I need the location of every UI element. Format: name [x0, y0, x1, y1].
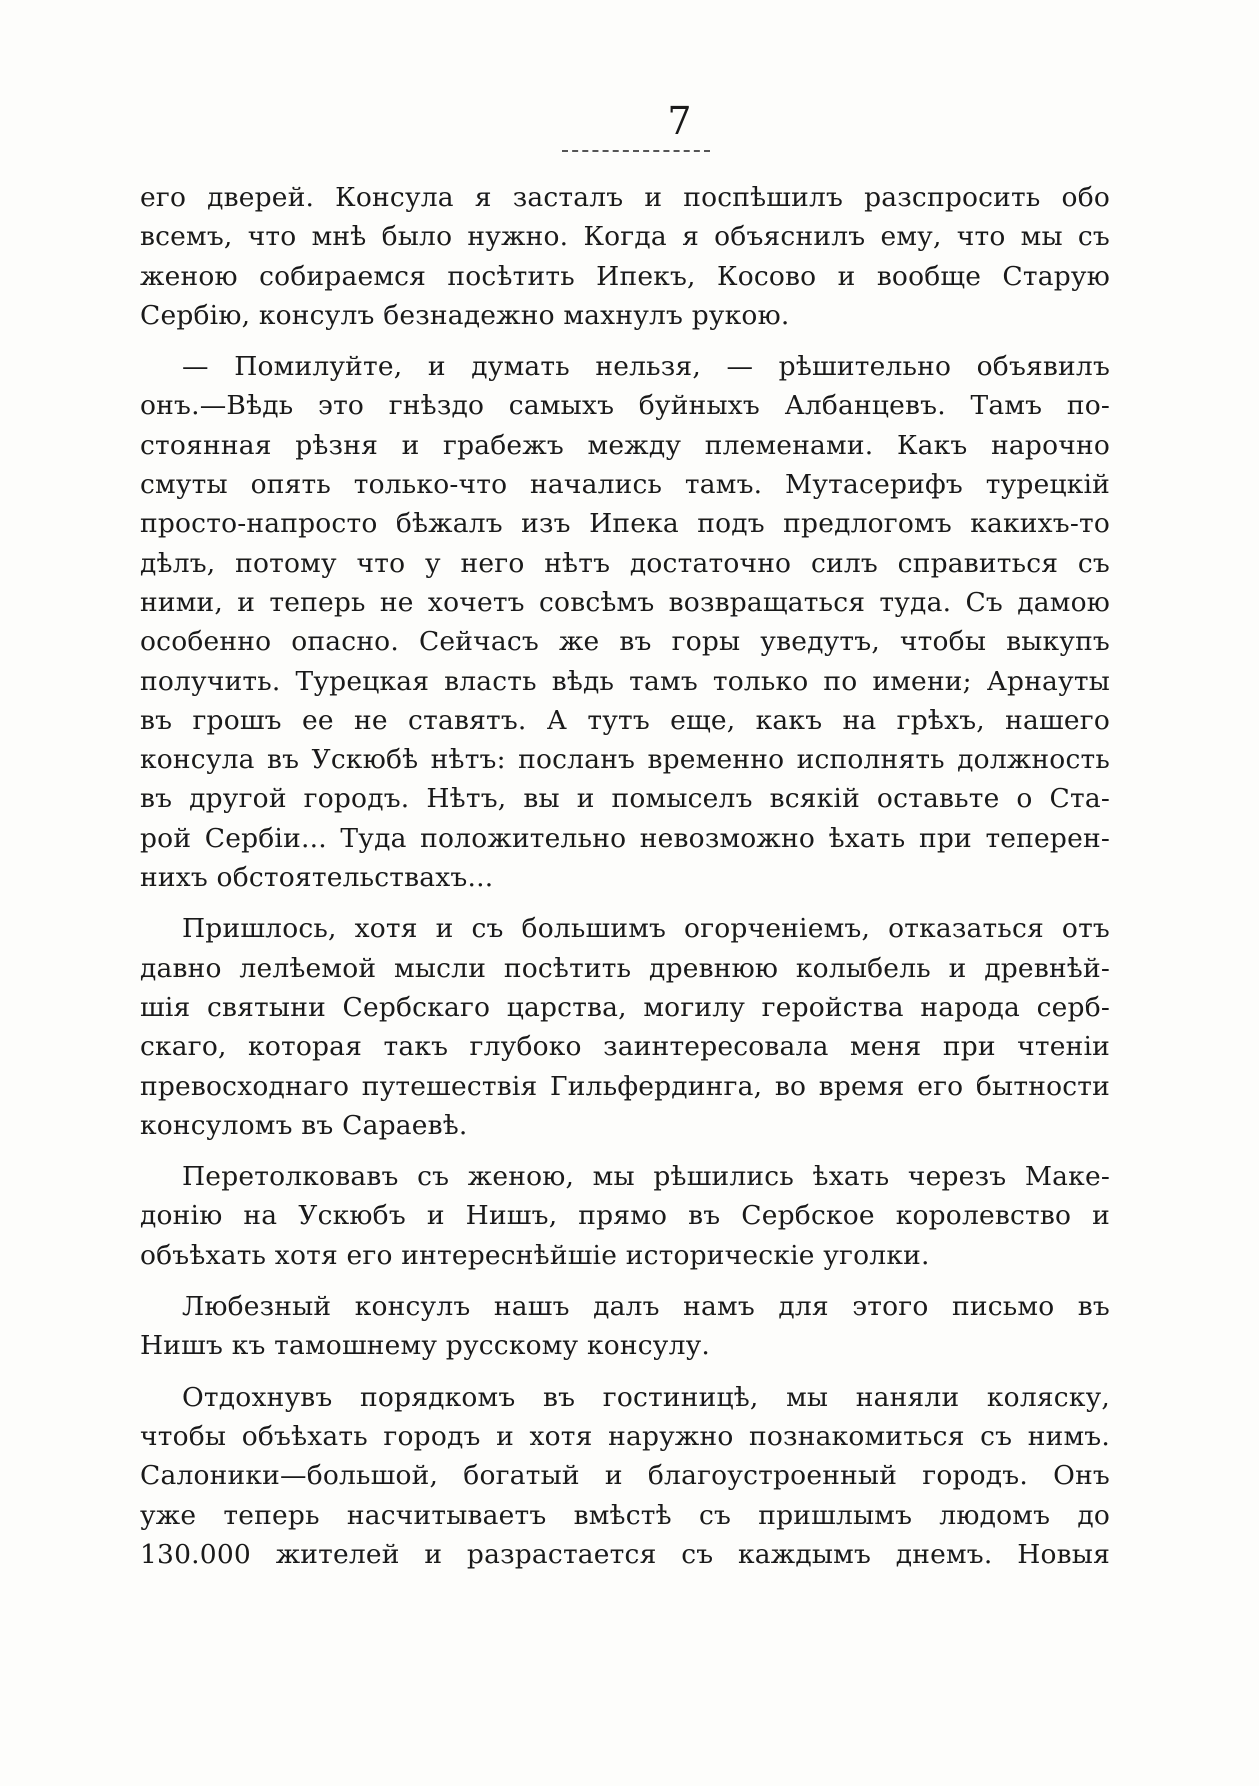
text-line: Салоники—большой, богатый и благоустроенный городъ. Онъ — [140, 1460, 1110, 1492]
paragraph — [140, 1157, 1110, 1275]
text-line: Перетолковавъ съ женою, мы рѣшились ѣхать черезъ Маке- — [182, 1161, 1110, 1193]
text-line: донію на Ускюбъ и Нишъ, прямо въ Сербское королевство и — [140, 1200, 1110, 1232]
text-line: просто-напросто бѣжалъ изъ Ипека подъ предлогомъ какихъ-то — [140, 508, 1110, 540]
text-line: дѣлъ, потому что у него нѣтъ достаточно силъ справиться съ — [140, 547, 1110, 579]
paragraph — [140, 1287, 1110, 1366]
text-line: получить. Турецкая власть вѣдь тамъ только по имени; Арнауты — [140, 665, 1110, 697]
text-line: уже теперь насчитываетъ вмѣстѣ съ пришлымъ людомъ до — [140, 1499, 1110, 1531]
text-line: рой Сербіи... Туда положительно невозможно ѣхать при теперен- — [140, 822, 1110, 854]
text-line: Сербію, консулъ безнадежно махнулъ рукою. — [140, 299, 790, 331]
text-line: женою собираемся посѣтить Ипекъ, Косово и вообще Старую — [140, 260, 1110, 292]
paragraph — [140, 178, 1110, 335]
paragraph — [140, 1378, 1110, 1574]
text-line: смуты опять только-что начались тамъ. Мутасерифъ турецкій — [140, 469, 1110, 501]
text-line: шія святыни Сербскаго царства, могилу геройства народа серб- — [140, 991, 1110, 1023]
text-line: объѣхать хотя его интереснѣйшіе историческіе уголки. — [140, 1239, 930, 1271]
text-line: Отдохнувъ порядкомъ въ гостиницѣ, мы наняли коляску, — [182, 1381, 1110, 1413]
text-line: консуломъ въ Сараевѣ. — [140, 1109, 468, 1141]
text-line: — Помилуйте, и думать нельзя, — рѣшительно объявилъ — [182, 351, 1110, 383]
paragraph — [140, 347, 1110, 897]
text-line: стоянная рѣзня и грабежъ между племенами. Какъ нарочно — [140, 429, 1110, 461]
text-line: 130.000 жителей и разрастается съ каждымъ днемъ. Новыя — [140, 1538, 1110, 1570]
paragraph — [140, 909, 1110, 1145]
text-line: скаго, которая такъ глубоко заинтересовала меня при чтеніи — [140, 1031, 1110, 1063]
page-number-rule — [562, 150, 710, 152]
text-line: въ другой городъ. Нѣтъ, вы и помыселъ всякій оставьте о Ста- — [140, 783, 1110, 815]
text-line: его дверей. Консула я засталъ и поспѣшилъ разспросить обо — [140, 182, 1110, 213]
page-body-text — [140, 178, 1110, 1586]
text-line: всемъ, что мнѣ было нужно. Когда я объяснилъ ему, что мы съ — [140, 221, 1110, 253]
text-line: Пришлось, хотя и съ большимъ огорченіемъ, отказаться отъ — [182, 913, 1110, 945]
text-line: Нишъ къ тамошнему русскому консулу. — [140, 1330, 711, 1362]
text-line: онъ.—Вѣдь это гнѣздо самыхъ буйныхъ Албанцевъ. Тамъ по- — [140, 390, 1110, 422]
text-line: нихъ обстоятельствахъ... — [140, 862, 494, 894]
text-line: чтобы объѣхать городъ и хотя наружно познакомиться съ нимъ. — [140, 1420, 1110, 1452]
text-line: давно лелѣемой мысли посѣтить древнюю колыбель и древнѣй- — [140, 952, 1110, 984]
text-line: ними, и теперь не хочетъ совсѣмъ возвращаться туда. Съ дамою — [140, 586, 1110, 618]
text-line: консула въ Ускюбѣ нѣтъ: посланъ временно исполнять должность — [140, 744, 1110, 776]
page-number: 7 — [667, 99, 692, 143]
text-line: въ грошъ ее не ставятъ. А тутъ еще, какъ на грѣхъ, нашего — [140, 704, 1110, 736]
text-line: превосходнаго путешествія Гильфердинга, во время его бытности — [140, 1070, 1110, 1102]
text-line: Любезный консулъ нашъ далъ намъ для этого письмо въ — [182, 1291, 1110, 1323]
text-line: особенно опасно. Сейчасъ же въ горы уведутъ, чтобы выкупъ — [140, 626, 1110, 658]
